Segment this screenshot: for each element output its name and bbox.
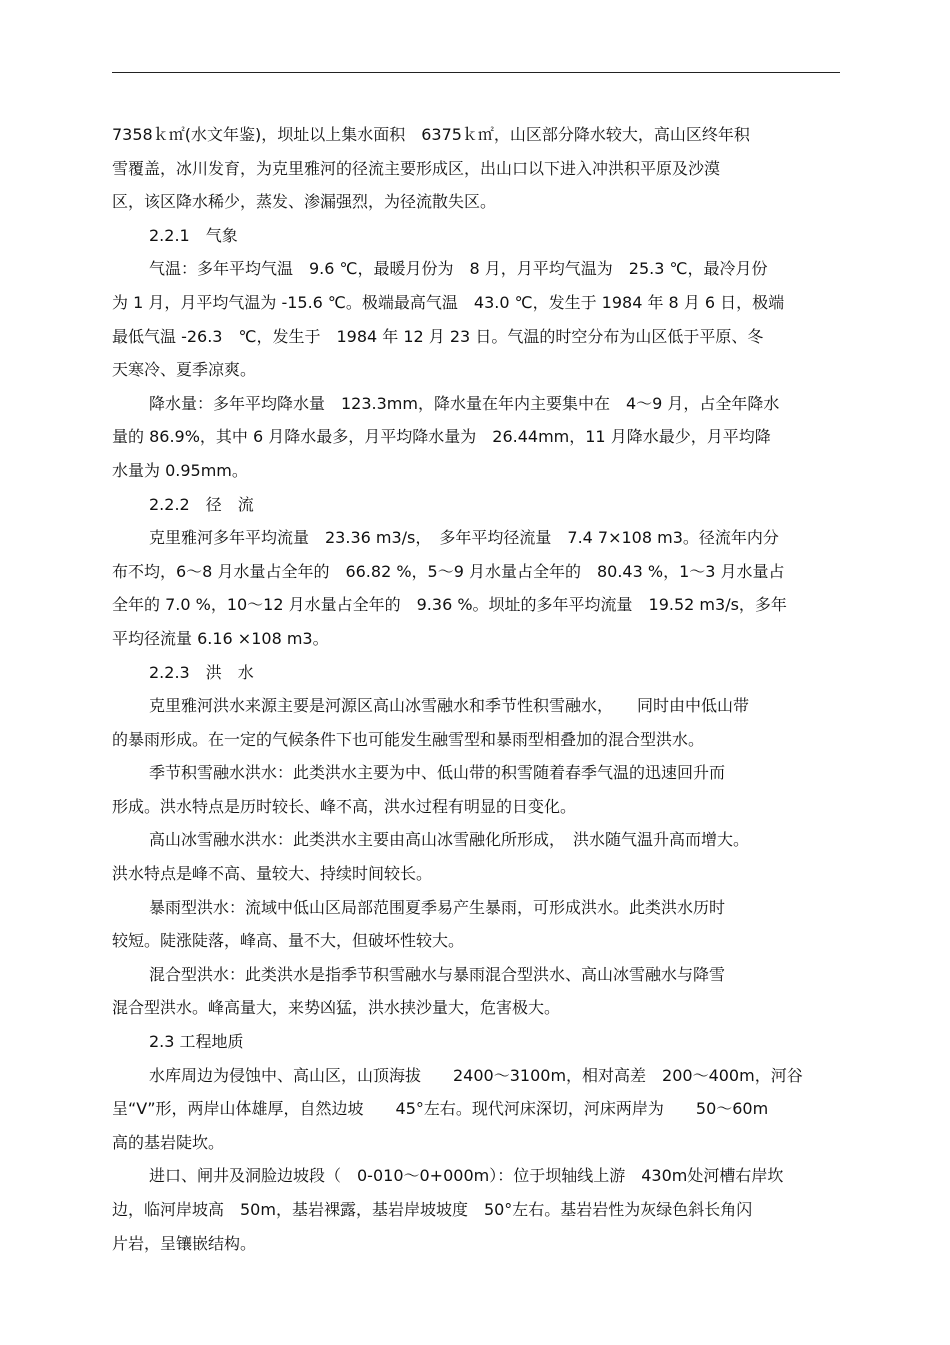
text-line: 呈“V”形，两岸山体雄厚，自然边坡 45°左右。现代河床深切，河床两岸为 50～60m: [112, 1099, 769, 1119]
text-line: 天寒冷、夏季凉爽。: [112, 360, 257, 380]
header-rule: [112, 72, 840, 73]
text-line: 全年的 7.0 %，10～12 月水量占全年的 9.36 %。坝址的多年平均流量 19.52 m3/s，多年: [112, 595, 787, 615]
text-line: 暴雨型洪水：流域中低山区局部范围夏季易产生暴雨，可形成洪水。此类洪水历时: [149, 897, 726, 917]
text-line: 气温：多年平均气温 9.6 ℃，最暖月份为 8 月，月平均气温为 25.3 ℃，最冷月份: [149, 259, 768, 279]
text-line: 2.3 工程地质: [149, 1032, 244, 1052]
text-line: 2.2.3 洪 水: [149, 662, 254, 682]
text-line: 高的基岩陡坎。: [112, 1132, 225, 1152]
text-line: 区，该区降水稀少，蒸发、渗漏强烈，为径流散失区。: [112, 192, 497, 212]
text-line: 较短。陡涨陡落，峰高、量不大，但破坏性较大。: [112, 931, 465, 951]
text-line: 水库周边为侵蚀中、高山区，山顶海拔 2400～3100m，相对高差 200～400m，河谷: [149, 1065, 803, 1085]
text-line: 形成。洪水特点是历时较长、峰不高，洪水过程有明显的日变化。: [112, 796, 577, 816]
text-line: 布不均，6～8 月水量占全年的 66.82 %，5～9 月水量占全年的 80.43 %，1～3 月水量占: [112, 561, 785, 581]
text-line: 片岩，呈镶嵌结构。: [112, 1233, 257, 1253]
text-line: 的暴雨形成。在一定的气候条件下也可能发生融雪型和暴雨型相叠加的混合型洪水。: [112, 729, 705, 749]
text-line: 2.2.1 气象: [149, 225, 238, 245]
text-line: 雪覆盖，冰川发育，为克里雅河的径流主要形成区，出山口以下进入冲洪积平原及沙漠: [112, 158, 721, 178]
text-line: 混合型洪水。峰高量大，来势凶猛，洪水挟沙量大，危害极大。: [112, 998, 561, 1018]
text-line: 洪水特点是峰不高、量较大、持续时间较长。: [112, 864, 433, 884]
text-line: 7358ｋ㎡(水文年鉴)，坝址以上集水面积 6375ｋ㎡，山区部分降水较大，高山区终年积: [112, 125, 750, 144]
text-line: 进口、闸井及洞脸边坡段（ 0-010～0+000m）：位于坝轴线上游 430m处河槽右岸坎: [149, 1166, 784, 1186]
document-body: [112, 118, 847, 1260]
text-line: 高山冰雪融水洪水：此类洪水主要由高山冰雪融化所形成， 洪水随气温升高而增大。: [149, 830, 750, 850]
text-line: 2.2.2 径 流: [149, 494, 254, 514]
text-line: 克里雅河多年平均流量 23.36 m3/s， 多年平均径流量 7.4 7×108 m3。径流年内分: [149, 528, 779, 548]
text-line: 最低气温 -26.3 ℃，发生于 1984 年 12 月 23 日。气温的时空分布为山区低于平原、冬: [112, 326, 764, 346]
text-line: 水量为 0.95mm。: [112, 460, 248, 480]
text-line: 克里雅河洪水来源主要是河源区高山冰雪融水和季节性积雪融水， 同时由中低山带: [149, 696, 750, 716]
text-line: 降水量：多年平均降水量 123.3mm，降水量在年内主要集中在 4～9 月，占全年降水: [149, 393, 780, 413]
text-line: 季节积雪融水洪水：此类洪水主要为中、低山带的积雪随着春季气温的迅速回升而: [149, 763, 726, 783]
text-line: 边，临河岸坡高 50m，基岩裸露，基岩岸坡坡度 50°左右。基岩岩性为灰绿色斜长角闪: [112, 1200, 753, 1219]
text-line: 混合型洪水：此类洪水是指季节积雪融水与暴雨混合型洪水、高山冰雪融水与降雪: [149, 964, 726, 984]
text-line: 为 1 月，月平均气温为 -15.6 ℃。极端最高气温 43.0 ℃，发生于 1984 年 8 月 6 日，极端: [112, 292, 785, 312]
text-line: 平均径流量 6.16 ×108 m3。: [112, 628, 329, 648]
text-line: 量的 86.9%，其中 6 月降水最多，月平均降水量为 26.44mm，11 月降水最少，月平均降: [112, 427, 771, 447]
